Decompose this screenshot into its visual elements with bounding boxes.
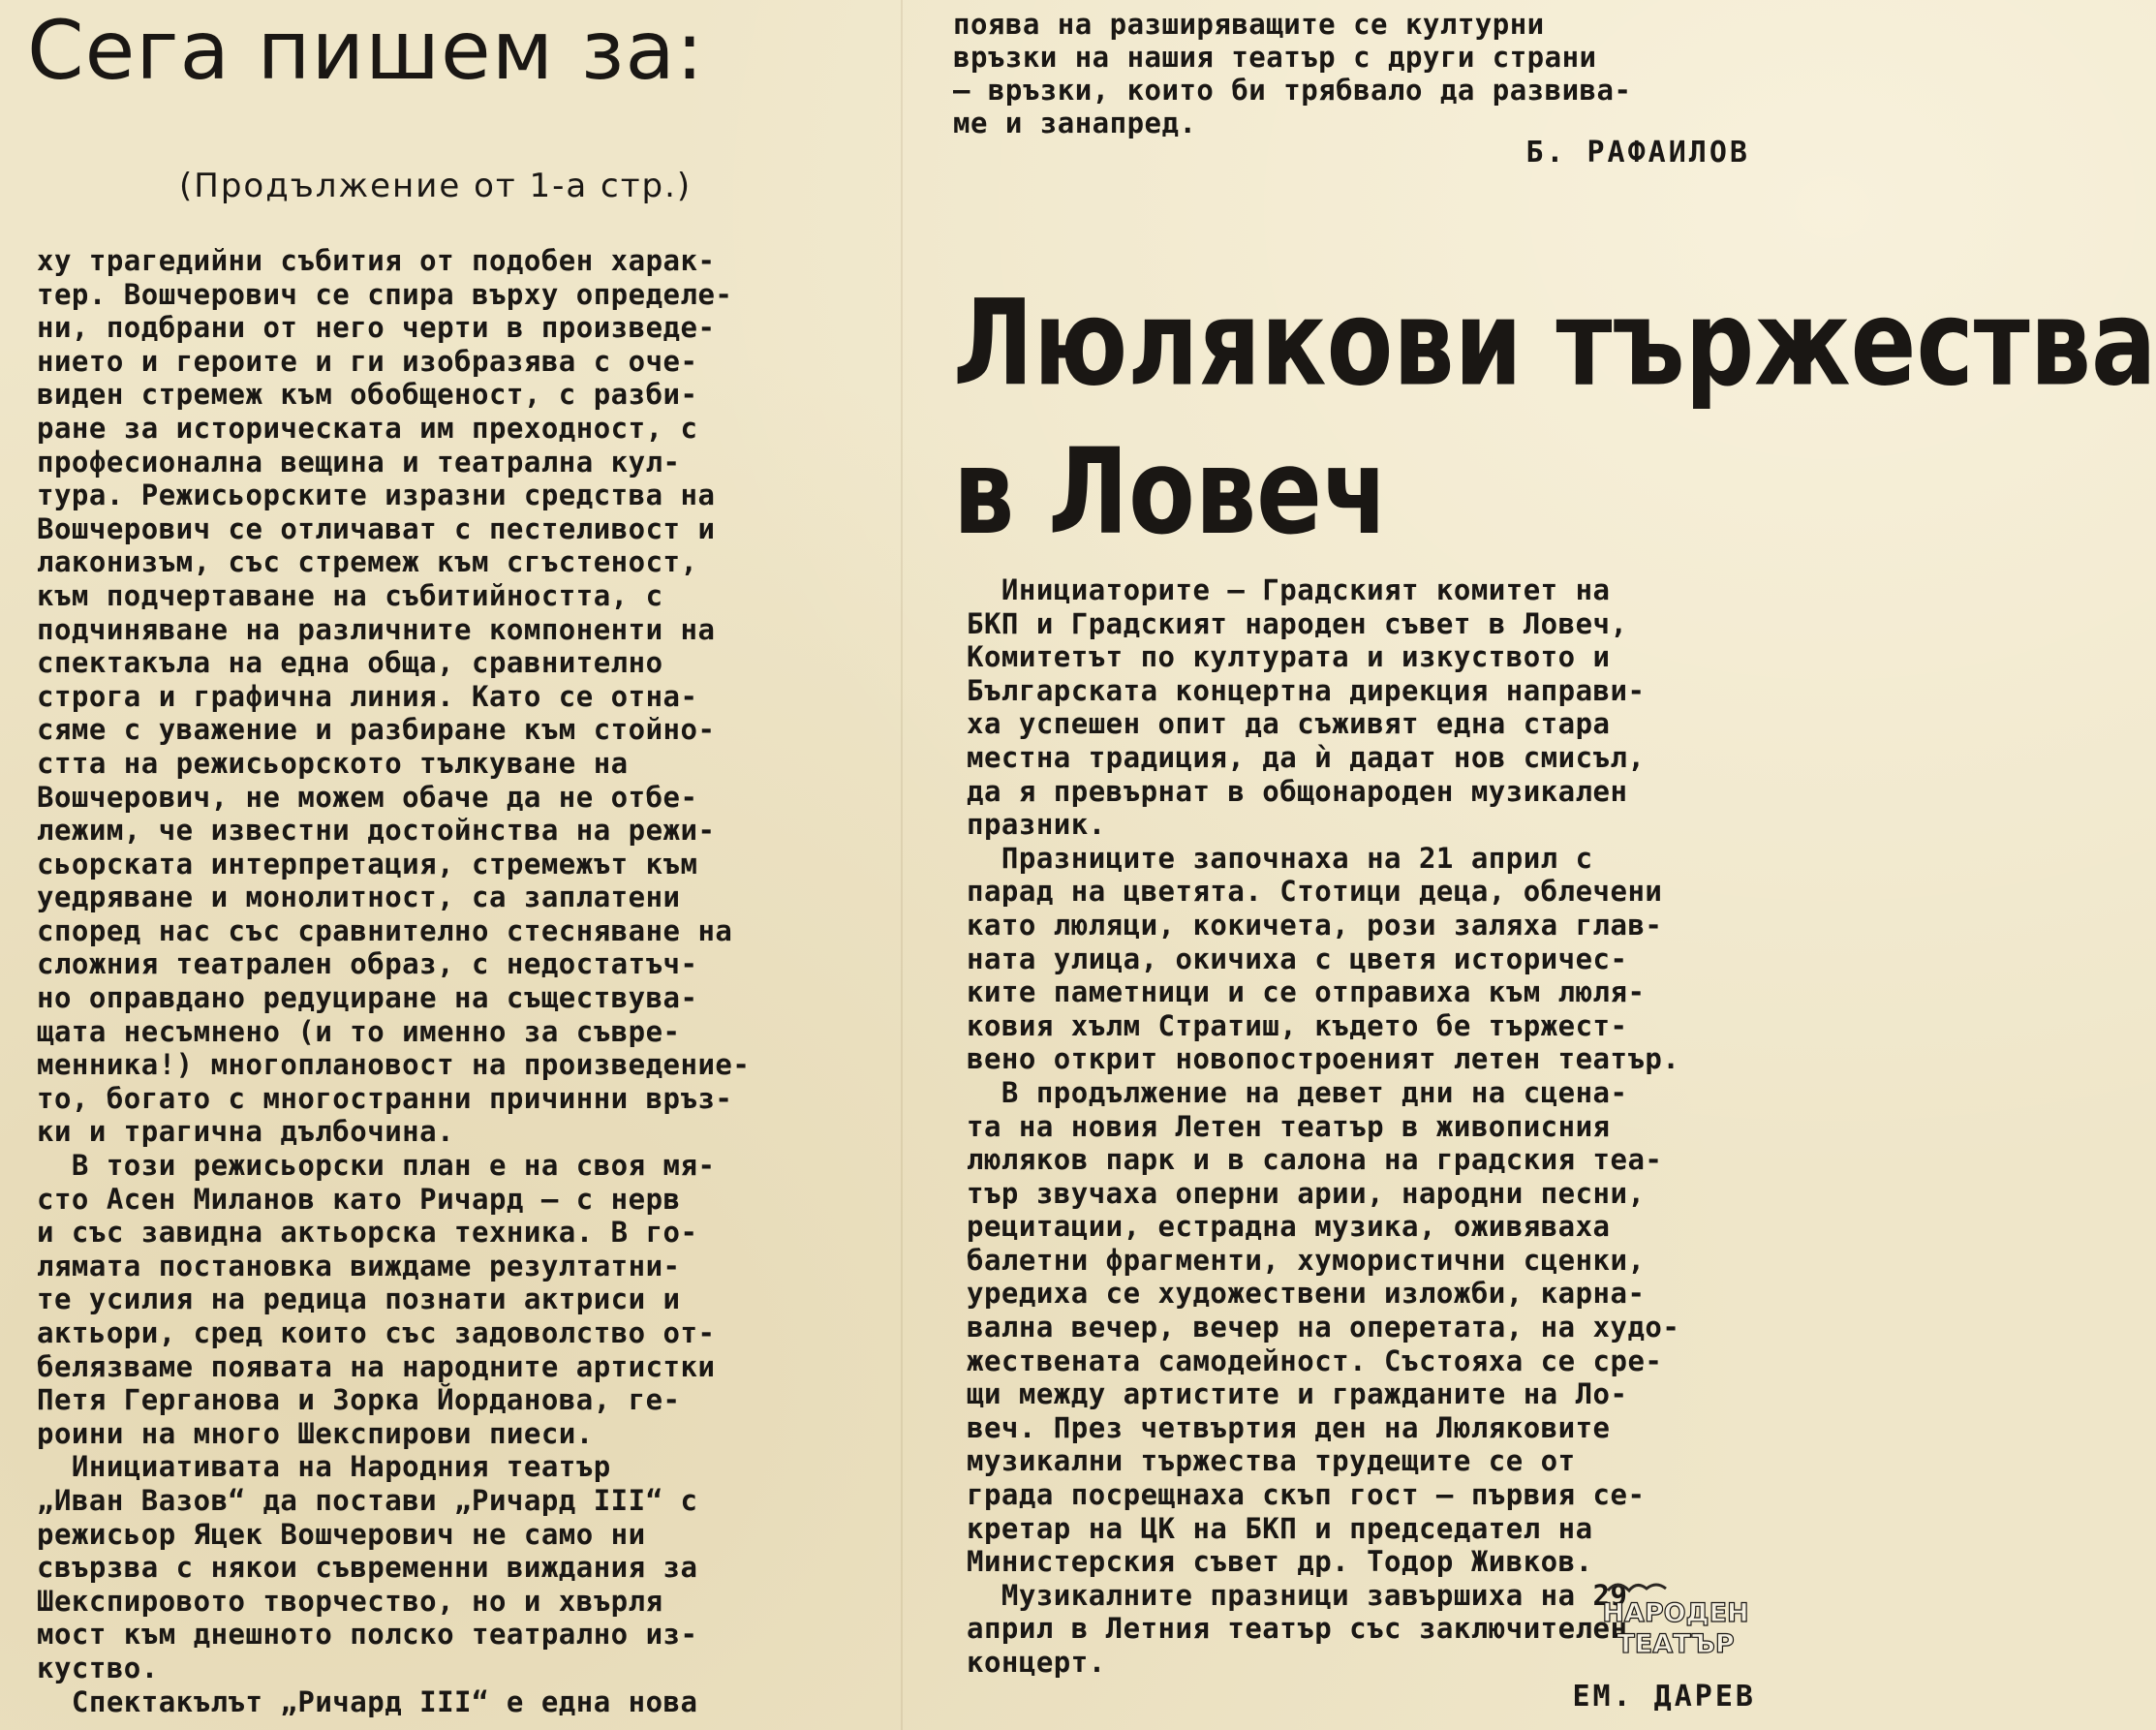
left-article-author: Б. РАФАИЛОВ bbox=[1525, 136, 1750, 170]
text-line: поява на разширяващите се културни bbox=[953, 8, 1545, 41]
left-article-title: Сега пишем за: bbox=[27, 3, 705, 98]
text-line: Музикалните празници завършиха на 29 bbox=[967, 1578, 1628, 1612]
text-line: белязваме появата на народните артистки bbox=[37, 1349, 716, 1383]
national-theatre-seal-icon bbox=[1588, 1577, 1763, 1660]
text-line: Инициаторите — Градският комитет на bbox=[967, 573, 1611, 606]
text-line: града посрещнаха скъп гост — първия се- bbox=[967, 1478, 1646, 1512]
seal-line1: НАРОДЕН bbox=[1602, 1598, 1749, 1628]
text-line: — връзки, които би трябвало да развива- bbox=[953, 74, 1632, 107]
text-line: тура. Режисьорските изразни средства на bbox=[37, 479, 716, 512]
text-line: Комитетът по културата и изкуството и bbox=[967, 640, 1611, 674]
text-line: Министерския съвет др. Тодор Живков. bbox=[967, 1545, 1593, 1579]
text-line: връзки на нашия театър с други страни bbox=[953, 41, 1597, 74]
text-line: „Иван Вазов“ да постави „Ричард III“ с bbox=[37, 1483, 698, 1517]
text-line: ране за историческата им преходност, с bbox=[37, 411, 698, 445]
right-article-author: ЕМ. ДАРЕВ bbox=[1572, 1680, 1756, 1714]
text-line: професионална вещина и театрална кул- bbox=[37, 445, 681, 479]
right-title-line2: в Ловеч bbox=[953, 422, 1389, 562]
text-line: В продължение на девет дни на сцена- bbox=[967, 1075, 1628, 1109]
text-line: режисьор Яцек Вошчерович не само ни bbox=[37, 1517, 646, 1551]
text-line: според нас със сравнително стесняване на bbox=[37, 913, 733, 947]
text-line: ковия хълм Стратиш, където бе тържест- bbox=[967, 1008, 1628, 1042]
text-line: ни, подбрани от него черти в произведе- bbox=[37, 311, 716, 345]
text-line: празник. bbox=[967, 808, 1106, 842]
text-line: менника!) многоплановост на произведение- bbox=[37, 1048, 751, 1082]
text-line: ки и трагична дълбочина. bbox=[37, 1115, 455, 1149]
text-line: нието и героите и ги изобразява с оче- bbox=[37, 344, 698, 378]
text-line: парад на цветята. Стотици деца, облечени bbox=[967, 875, 1663, 909]
text-line: вална вечер, вечер на оперетата, на худо- bbox=[967, 1311, 1680, 1344]
text-line: ху трагедийни събития от подобен харак- bbox=[37, 244, 716, 277]
text-line: куство. bbox=[37, 1651, 159, 1684]
text-line: лежим, че известни достойнства на режи- bbox=[37, 814, 716, 848]
seal-line2: ТЕАТЪР bbox=[1617, 1629, 1735, 1659]
text-line: като люляци, кокичета, рози заляха глав- bbox=[967, 908, 1663, 942]
text-line: актьори, сред които със задоволство от- bbox=[37, 1316, 716, 1349]
text-line: музикални тържества трудещите се от bbox=[967, 1444, 1576, 1478]
text-line: Шекспировото творчество, но и хвърля bbox=[37, 1584, 663, 1618]
text-line: местна традиция, да ѝ дадат нов смисъл, bbox=[967, 740, 1646, 774]
text-line: сто Асен Миланов като Ричард — с нерв bbox=[37, 1182, 681, 1216]
text-line: тър звучаха оперни арии, народни песни, bbox=[967, 1176, 1646, 1210]
text-line: концерт. bbox=[967, 1646, 1106, 1679]
text-line: та на новия Летен театър в живописния bbox=[967, 1109, 1611, 1143]
text-line: уредиха се художествени изложби, карна- bbox=[967, 1277, 1646, 1311]
text-line: да я превърнат в общонароден музикален bbox=[967, 774, 1628, 808]
text-line: спектакъла на една обща, сравнително bbox=[37, 646, 663, 680]
text-line: виден стремеж към обобщеност, с разби- bbox=[37, 378, 698, 412]
continued-article-ending bbox=[953, 8, 1757, 139]
text-line: щата несъмнено (и то именно за съвре- bbox=[37, 1014, 681, 1048]
text-line: щи между артистите и гражданите на Ло- bbox=[967, 1377, 1628, 1411]
text-line: мост към днешното полско театрално из- bbox=[37, 1618, 698, 1652]
text-line: и със завидна актьорска техника. В го- bbox=[37, 1216, 698, 1250]
text-line: веч. През четвъртия ден на Люляковите bbox=[967, 1410, 1611, 1444]
text-line: Спектакълът „Ричард III“ е една нова bbox=[37, 1684, 698, 1718]
text-line: подчиняване на различните компоненти на bbox=[37, 612, 716, 646]
text-line: люляков парк и в салона на градския теа- bbox=[967, 1143, 1663, 1177]
text-line: сяме с уважение и разбиране към стойно- bbox=[37, 713, 716, 747]
text-line: Празниците започнаха на 21 април с bbox=[967, 841, 1593, 875]
text-line: стта на режисьорското тълкуване на bbox=[37, 746, 629, 780]
text-line: роини на много Шекспирови пиеси. bbox=[37, 1416, 594, 1450]
text-line: свързва с някои съвременни виждания за bbox=[37, 1551, 698, 1585]
text-line: сложния театрален образ, с недостатъч- bbox=[37, 947, 698, 981]
text-line: сьорската интерпретация, стремежът към bbox=[37, 847, 698, 880]
text-line: кретар на ЦК на БКП и председател на bbox=[967, 1511, 1593, 1545]
text-line: В този режисьорски план е на своя мя- bbox=[37, 1149, 716, 1183]
text-line: Вошчерович се отличават с пестеливост и bbox=[37, 511, 716, 545]
left-article-body bbox=[37, 244, 850, 1718]
text-line: жествената самодейност. Състояха се сре- bbox=[967, 1344, 1663, 1377]
text-line: ките паметници и се отправиха към люля- bbox=[967, 975, 1646, 1009]
text-line: ме и занапред. bbox=[953, 107, 1197, 139]
text-line: но оправдано редуциране на съществува- bbox=[37, 981, 698, 1015]
text-line: то, богато с многостранни причинни връз- bbox=[37, 1081, 733, 1115]
text-line: рецитации, естрадна музика, оживяваха bbox=[967, 1210, 1611, 1244]
text-line: Петя Герганова и Зорка Йорданова, ге- bbox=[37, 1383, 681, 1417]
text-line: към подчертаване на събитийността, с bbox=[37, 578, 663, 612]
text-line: април в Летния театър със заключителен bbox=[967, 1612, 1628, 1646]
text-line: Инициативата на Народния театър bbox=[37, 1450, 611, 1484]
text-line: уедряване и монолитност, са заплатени bbox=[37, 880, 681, 914]
text-line: ха успешен опит да съживят една стара bbox=[967, 707, 1611, 741]
text-line: БКП и Градският народен съвет в Ловеч, bbox=[967, 606, 1628, 640]
text-line: лаконизъм, със стремеж към сгъстеност, bbox=[37, 545, 698, 579]
right-article-title bbox=[953, 269, 2156, 567]
text-line: лямата постановка виждаме резултатни- bbox=[37, 1249, 681, 1282]
right-article-body bbox=[967, 573, 1761, 1680]
right-title-line1: Люлякови тържества bbox=[953, 273, 2156, 413]
text-line: тер. Вошчерович се спира върху определе- bbox=[37, 277, 733, 311]
text-line: те усилия на редица познати актриси и bbox=[37, 1282, 681, 1316]
continued-note: (Продължение от 1-а стр.) bbox=[179, 167, 693, 205]
column-divider bbox=[901, 0, 903, 1730]
text-line: Вошчерович, не можем обаче да не отбе- bbox=[37, 780, 698, 814]
text-line: балетни фрагменти, хумористични сценки, bbox=[967, 1243, 1646, 1277]
text-line: ната улица, окичиха с цветя историчес- bbox=[967, 942, 1628, 975]
text-line: Българската концертна дирекция направи- bbox=[967, 673, 1646, 707]
text-line: строга и графична линия. Като се отна- bbox=[37, 679, 698, 713]
text-line: вено открит новопостроеният летен театър. bbox=[967, 1042, 1680, 1076]
